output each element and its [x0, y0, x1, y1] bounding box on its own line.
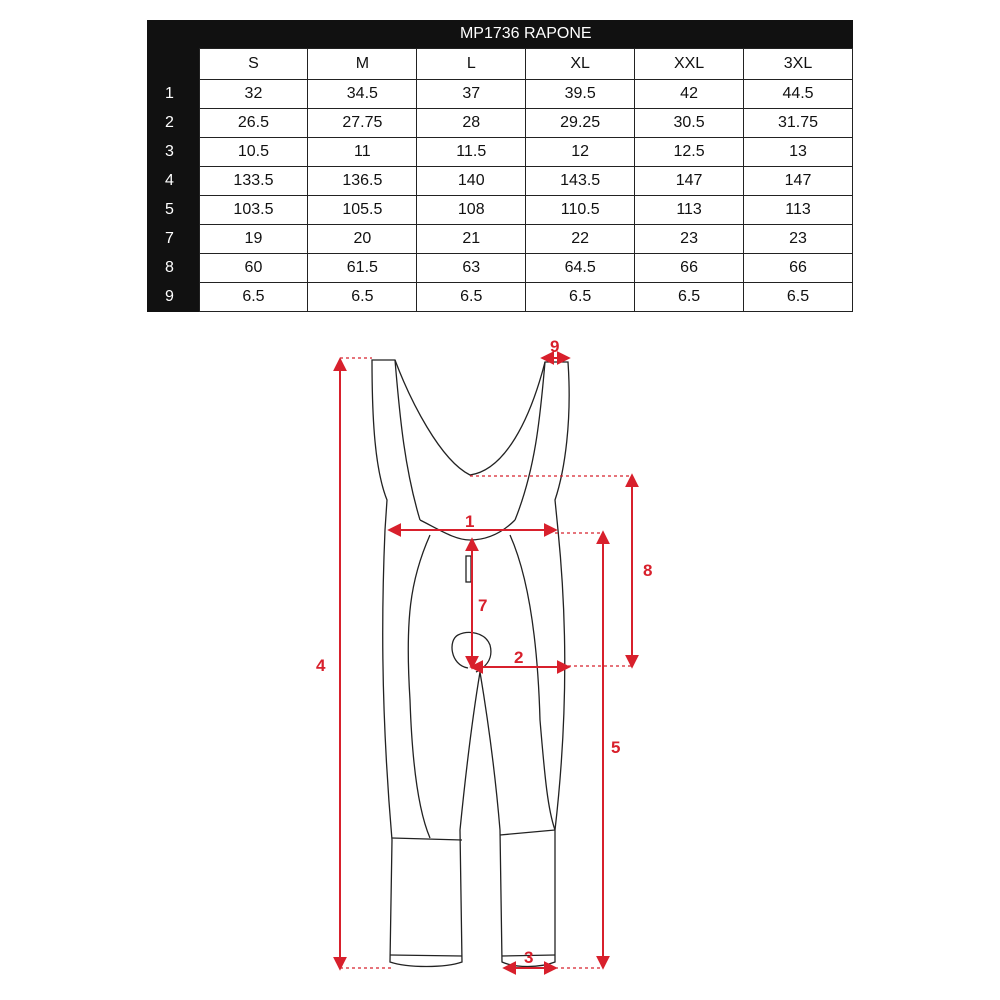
- zipper-tag: [466, 556, 471, 582]
- table-row: [147, 167, 853, 196]
- table-cell: 61.5: [308, 254, 417, 283]
- size-header-xl: XL: [526, 49, 635, 80]
- table-cell: 21: [417, 225, 526, 254]
- table-cell: 6.5: [635, 283, 744, 312]
- row-label: 1: [147, 80, 199, 109]
- table-cell: 11: [308, 138, 417, 167]
- table-cell: 143.5: [526, 167, 635, 196]
- table-title: MP1736 RAPONE: [199, 20, 853, 49]
- table-cell: 20: [308, 225, 417, 254]
- table-cell: 34.5: [308, 80, 417, 109]
- size-header-s: S: [199, 49, 308, 80]
- measure-label-5: 5: [611, 738, 621, 757]
- table-row: [147, 225, 853, 254]
- table-cell: 103.5: [199, 196, 308, 225]
- table-cell: 105.5: [308, 196, 417, 225]
- table-cell: 44.5: [744, 80, 853, 109]
- table-cell: 66: [635, 254, 744, 283]
- garment-body-outline: [372, 360, 569, 967]
- table-cell: 37: [417, 80, 526, 109]
- table-corner: [147, 20, 199, 49]
- table-cell: 42: [635, 80, 744, 109]
- size-header-3xl: 3XL: [744, 49, 853, 80]
- table-cell: 26.5: [199, 109, 308, 138]
- table-cell: 30.5: [635, 109, 744, 138]
- measure-label-1: 1: [465, 512, 475, 531]
- table-cell: 13: [744, 138, 853, 167]
- table-cell: 31.75: [744, 109, 853, 138]
- size-header-xxl: XXL: [635, 49, 744, 80]
- table-cell: 6.5: [308, 283, 417, 312]
- knee-seam-left: [392, 838, 462, 840]
- table-row: [147, 80, 853, 109]
- size-header-m: M: [308, 49, 417, 80]
- row-label: 2: [147, 109, 199, 138]
- table-cell: 147: [744, 167, 853, 196]
- table-cell: 6.5: [744, 283, 853, 312]
- table-cell: 11.5: [417, 138, 526, 167]
- table-cell: 6.5: [417, 283, 526, 312]
- table-cell: 64.5: [526, 254, 635, 283]
- table-cell: 39.5: [526, 80, 635, 109]
- size-chart-table: [147, 20, 853, 312]
- measurement-extension-lines: [340, 358, 632, 968]
- table-cell: 23: [744, 225, 853, 254]
- table-cell: 12: [526, 138, 635, 167]
- cuff-left: [390, 955, 462, 956]
- table-cell: 110.5: [526, 196, 635, 225]
- knee-seam-right: [500, 830, 555, 835]
- table-cell: 66: [744, 254, 853, 283]
- size-header-corner: [147, 49, 199, 80]
- side-panel-right: [510, 535, 555, 830]
- measure-label-3: 3: [524, 948, 534, 967]
- table-cell: 19: [199, 225, 308, 254]
- table-cell: 27.75: [308, 109, 417, 138]
- row-label: 8: [147, 254, 199, 283]
- garment-outline: [372, 360, 569, 967]
- measure-label-2: 2: [514, 648, 524, 667]
- table-cell: 113: [744, 196, 853, 225]
- table-cell: 140: [417, 167, 526, 196]
- table-cell: 147: [635, 167, 744, 196]
- row-label: 9: [147, 283, 199, 312]
- row-label: 4: [147, 167, 199, 196]
- table-cell: 22: [526, 225, 635, 254]
- table-cell: 10.5: [199, 138, 308, 167]
- measure-label-9: 9: [550, 337, 560, 356]
- table-row: [147, 254, 853, 283]
- table-cell: 32: [199, 80, 308, 109]
- table-row: [147, 109, 853, 138]
- table-title-row: [147, 20, 853, 49]
- table-cell: 133.5: [199, 167, 308, 196]
- measure-label-4: 4: [316, 656, 326, 675]
- table-cell: 63: [417, 254, 526, 283]
- table-cell: 6.5: [199, 283, 308, 312]
- measure-label-8: 8: [643, 561, 653, 580]
- table-cell: 108: [417, 196, 526, 225]
- table-cell: 136.5: [308, 167, 417, 196]
- table-row: [147, 283, 853, 312]
- table-cell: 60: [199, 254, 308, 283]
- table-cell: 28: [417, 109, 526, 138]
- strap-inner-right: [515, 362, 545, 520]
- table-row: [147, 196, 853, 225]
- measurement-lines: [340, 358, 632, 968]
- table-body: [147, 80, 853, 312]
- row-label: 5: [147, 196, 199, 225]
- table-row: [147, 138, 853, 167]
- table-cell: 6.5: [526, 283, 635, 312]
- row-label: 3: [147, 138, 199, 167]
- measure-label-7: 7: [478, 596, 488, 615]
- table-cell: 113: [635, 196, 744, 225]
- table-cell: 23: [635, 225, 744, 254]
- table-cell: 29.25: [526, 109, 635, 138]
- bib-tights-diagram: [0, 320, 1000, 1000]
- table-cell: 12.5: [635, 138, 744, 167]
- size-header-row: [147, 49, 853, 80]
- side-panel-left: [408, 535, 430, 838]
- strap-inner-left: [395, 360, 420, 520]
- row-label: 7: [147, 225, 199, 254]
- size-header-l: L: [417, 49, 526, 80]
